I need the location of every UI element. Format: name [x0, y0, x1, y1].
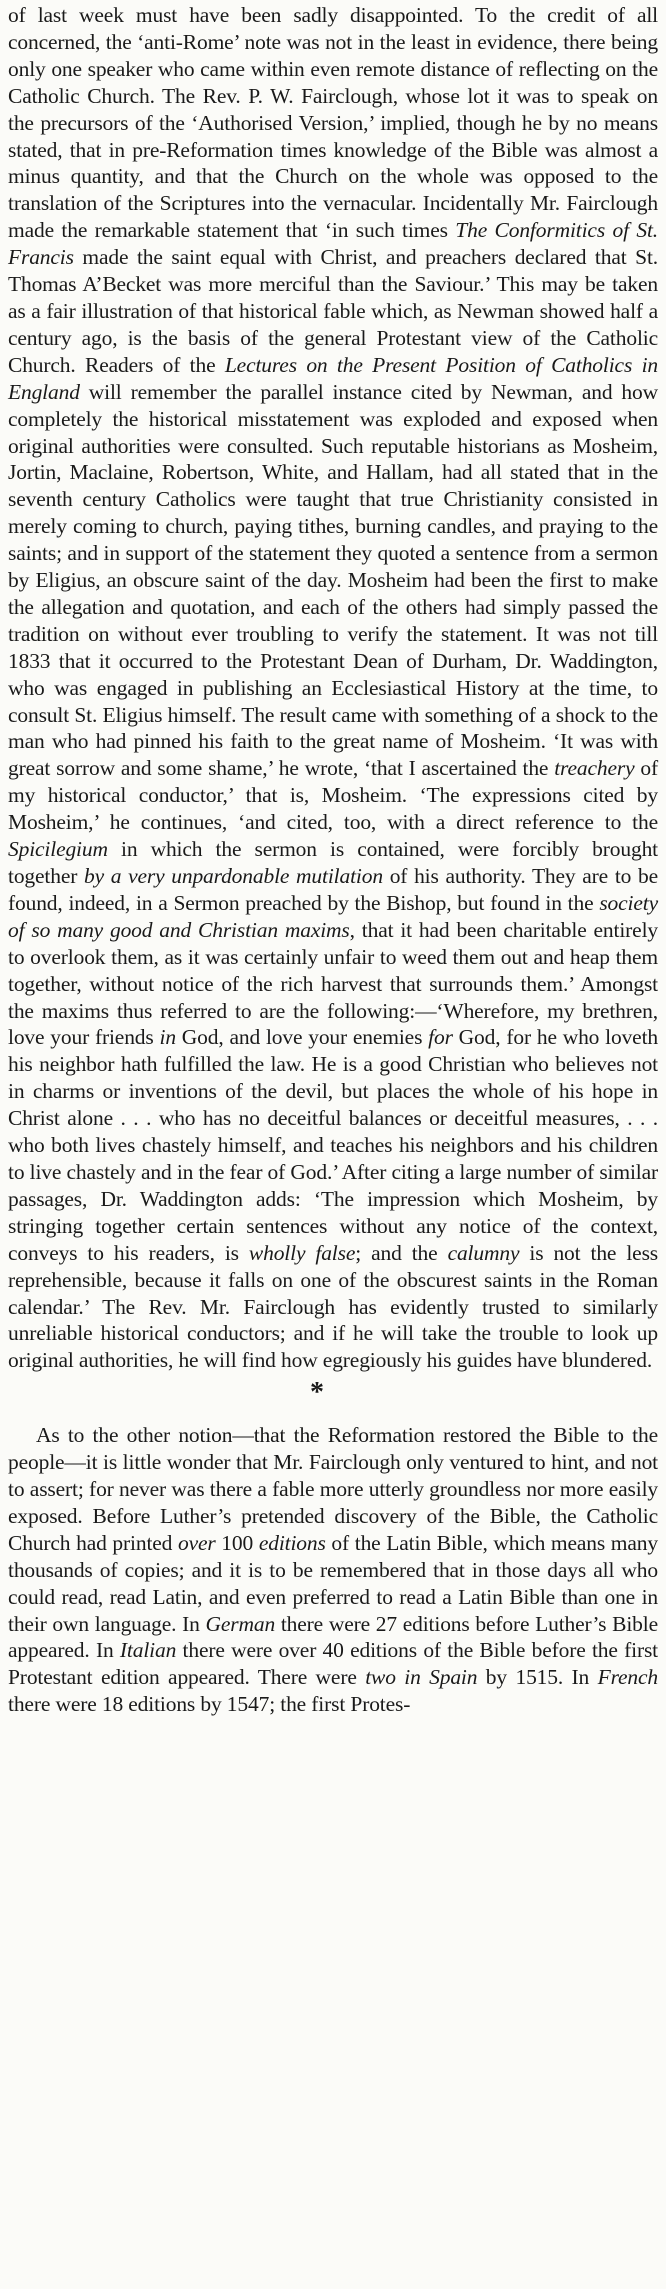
italic-text-span: by a very unpardonable mutilation [84, 864, 383, 888]
text-span: of his authority. They are to be found, indeed, in a Sermon preached by the Bishop, but found in the [8, 864, 658, 915]
italic-text-span: over [177, 1530, 216, 1555]
italic-text-span: for [428, 1025, 453, 1050]
text-span: is not the less reprehensible, because it falls on one of the obscurest saints in the Roman calendar.’ The Rev. Mr. Fairclough has evidently trusted to similarly unreliable historical conductors; and if he will take the trouble to look up original authorities, he will find how egregiously his guides have blundered. [8, 1240, 659, 1373]
text-span: God, and love your enemies [175, 1025, 429, 1050]
text-span: by 1515. In [477, 1665, 598, 1690]
italic-text-span: Italian [119, 1638, 177, 1663]
text-span: As to the other notion—that the Reformation restored the Bible to the people—it is little wonder that Mr. Fairclough only ventured to hint, and not to assert; for never was there a fable more utterly groundless nor more easily exposed. Before Luther’s pretended discovery of the Bible, the Catholic Church had printed [8, 1423, 658, 1555]
italic-text-span: Lectures on the Present Position of Catholics in England [8, 352, 658, 404]
text-span: , that it had been charitable entirely to overlook them, as it was certainly unfair to weed them out and heap them together, without notice of the rich harvest that surrounds them.’ Amongst the maxims thus referred to are the following:—‘Wherefore, my brethren, love your friends [8, 917, 658, 1050]
italic-text-span: wholly false [248, 1240, 356, 1265]
italic-text-span: editions [258, 1530, 326, 1555]
text-span: ; and the [355, 1240, 448, 1265]
text-span: there were 27 editions before Luther’s Bible appeared. In [8, 1611, 658, 1663]
text-span: God, for he who loveth his neighbor hath fulfilled the law. He is a good Christian who believes not in charms or inventions of the devil, but places the whole of his hope in Christ alone . . . who has no deceitful balances or deceitful measures, . . . who both lives chastely himself, and teaches his neighbors and his children to live chastely and in the fear of God.’ After citing a large number of similar passages, Dr. Waddington adds: ‘The impression which Mosheim, by stringing together certain sentences without any notice of the context, conveys to his readers, is [8, 1025, 658, 1265]
section-separator-asterisk [8, 1378, 658, 1422]
text-span: made the saint equal with Christ, and preachers declared that St. Thomas A’Becket was more merciful than the Saviour.’ This may be taken as a fair illustration of that historical fable which, as Newman showed half a century ago, is the basis of the general Protestant view of the Catholic Church. Readers of the [8, 245, 658, 377]
text-span: in which the sermon is contained, were forcibly brought together [8, 837, 658, 888]
italic-text-span: calumny [447, 1240, 520, 1265]
italic-text-span: in [159, 1025, 176, 1050]
text-span: there were 18 editions by 1547; the first Protes- [8, 1692, 411, 1717]
italic-text-span: two in Spain [365, 1665, 478, 1690]
asterisk-glyph: * [310, 1377, 324, 1409]
text-span: will remember the parallel instance cited by Newman, and how completely the historical misstatement was exploded and exposed when original authorities were consulted. Such reputable historians as Mosheim, Jortin, Maclaine, Robertson, White, and Hallam, had all stated that in the seventh century Catholics were taught that true Christianity consisted in merely coming to church, paying tithes, burning candles, and praying to the saints; and in support of the statement they quoted a sentence from a sermon by Eligius, an obscure saint of the day. Mosheim had been the first to make the allegation and quotation, and each of the others had simply passed the tradition on without ever troubling to verify the statement. It was not till 1833 that it occurred to the Protestant Dean of Durham, Dr. Waddington, who was engaged in publishing an Ecclesiastical History at the time, to consult St. Eligius himself. The result came with something of a shock to the man who had pinned his faith to the great name of Mosheim. ‘It was with great sorrow and some shame,’ he wrote, ‘that I ascertained the [8, 379, 658, 781]
italic-text-span: Spicilegium [8, 837, 108, 862]
text-span: 100 [215, 1530, 259, 1555]
italic-text-span: French [597, 1665, 658, 1690]
text-span: there were over 40 editions of the Bible before the first Protestant edition appeared. There were [8, 1638, 658, 1690]
article-paragraph-1 [8, 2, 658, 1374]
italic-text-span: society of so many good and Christian maxims [8, 890, 658, 942]
italic-text-span: treachery [554, 756, 635, 781]
text-span: of the Latin Bible, which means many thousands of copies; and it is to be remembered that in those days all who could read, read Latin, and even preferred to read a Latin Bible than one in their own language. In [8, 1530, 658, 1636]
text-span: of my historical conductor,’ that is, Mosheim. ‘The expressions cited by Mosheim,’ he continues, ‘and cited, too, with a direct reference to the [8, 756, 658, 835]
italic-text-span: The Conformitics of St. Francis [8, 218, 658, 270]
italic-text-span: German [205, 1611, 276, 1636]
article-paragraph-2 [8, 1422, 658, 1718]
text-span: of last week must have been sadly disappointed. To the credit of all concerned, the ‘anti-Rome’ note was not in the least in evidence, there being only one speaker who came within even remote distance of reflecting on the Catholic Church. The Rev. P. W. Fairclough, whose lot it was to speak on the precursors of the ‘Authorised Version,’ implied, though he by no means stated, that in pre-Reformation times knowledge of the Bible was almost a minus quantity, and that the Church on the whole was opposed to the translation of the Scriptures into the vernacular. Incidentally Mr. Fairclough made the remarkable statement that ‘in such times [8, 3, 658, 243]
